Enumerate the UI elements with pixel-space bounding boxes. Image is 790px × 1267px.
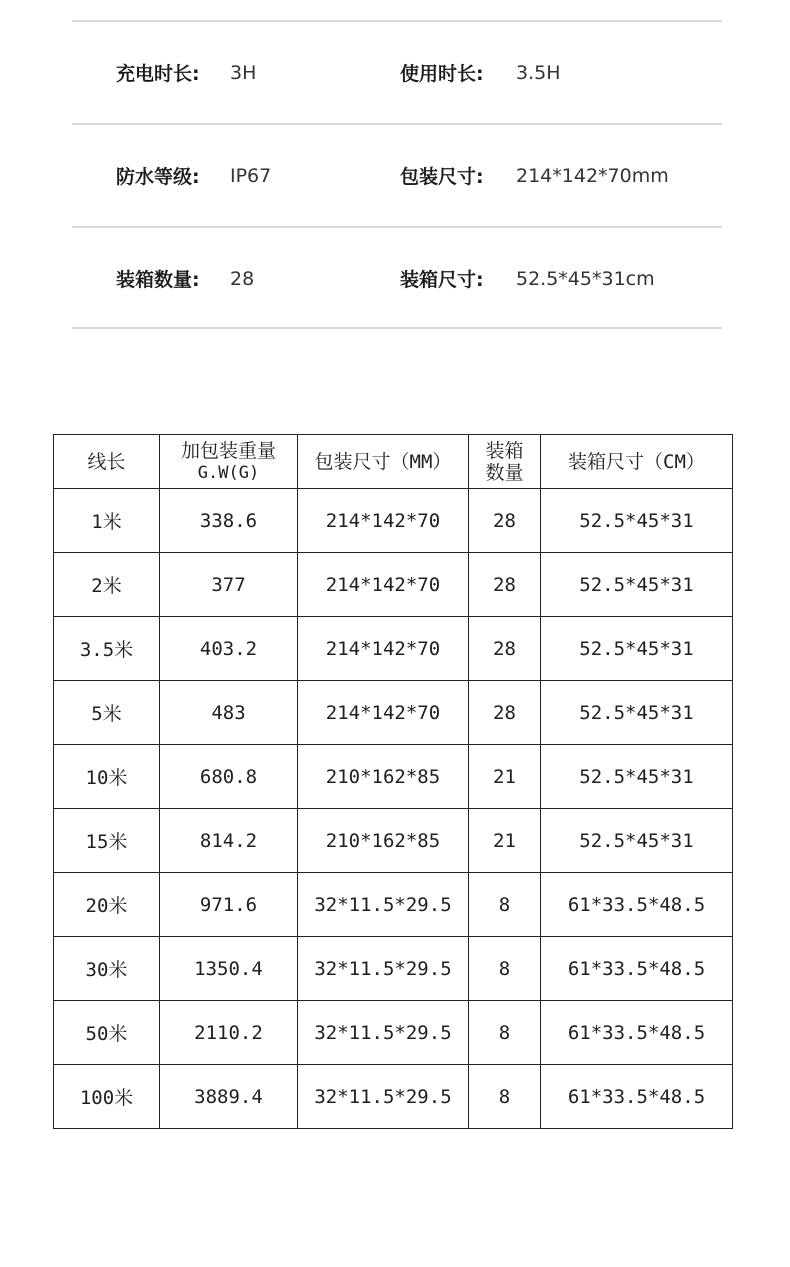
spec-value: 28 — [230, 267, 255, 290]
cell-package-size: 214*142*70 — [298, 553, 469, 617]
packaging-table-container — [53, 434, 733, 1129]
spec-row — [72, 226, 722, 329]
cell-box-size: 52.5*45*31 — [541, 489, 733, 553]
cell-length: 5米 — [54, 681, 160, 745]
cell-weight: 971.6 — [160, 873, 298, 937]
cell-box-size: 52.5*45*31 — [541, 745, 733, 809]
cell-package-size: 32*11.5*29.5 — [298, 1065, 469, 1129]
spec-value: 3H — [230, 61, 257, 84]
cell-box-qty: 28 — [469, 617, 541, 681]
cell-weight: 814.2 — [160, 809, 298, 873]
cell-weight: 680.8 — [160, 745, 298, 809]
cell-length: 15米 — [54, 809, 160, 873]
cell-weight: 338.6 — [160, 489, 298, 553]
header-box-qty-line2: 数量 — [485, 461, 524, 484]
spec-row — [72, 123, 722, 226]
cell-box-size: 61*33.5*48.5 — [541, 1001, 733, 1065]
cell-length: 50米 — [54, 1001, 160, 1065]
header-weight-line1: 加包装重量 — [180, 439, 276, 462]
spec-item-use-time — [400, 22, 561, 123]
header-length: 线长 — [54, 435, 160, 489]
cell-package-size: 214*142*70 — [298, 489, 469, 553]
spec-item-box-qty — [116, 228, 254, 329]
cell-box-size: 61*33.5*48.5 — [541, 873, 733, 937]
spec-value: 3.5H — [516, 61, 561, 84]
cell-weight: 377 — [160, 553, 298, 617]
table-header-row — [54, 435, 733, 489]
spec-label: 充电时长: — [116, 63, 200, 85]
cell-package-size: 210*162*85 — [298, 745, 469, 809]
cell-length: 2米 — [54, 553, 160, 617]
spec-item-waterproof — [116, 125, 271, 226]
cell-weight: 3889.4 — [160, 1065, 298, 1129]
header-box-qty — [469, 435, 541, 489]
cell-weight: 403.2 — [160, 617, 298, 681]
cell-length: 1米 — [54, 489, 160, 553]
table-row — [54, 489, 733, 553]
header-box-qty-line1: 装箱 — [485, 439, 524, 462]
cell-box-qty: 8 — [469, 873, 541, 937]
cell-package-size: 214*142*70 — [298, 681, 469, 745]
cell-box-size: 61*33.5*48.5 — [541, 1065, 733, 1129]
cell-box-qty: 21 — [469, 745, 541, 809]
header-package-size: 包装尺寸（MM） — [298, 435, 469, 489]
table-row — [54, 809, 733, 873]
cell-box-size: 52.5*45*31 — [541, 809, 733, 873]
cell-box-qty: 8 — [469, 1001, 541, 1065]
table-row — [54, 937, 733, 1001]
cell-box-size: 61*33.5*48.5 — [541, 937, 733, 1001]
header-weight-line2: G.W(G) — [197, 462, 260, 483]
table-row — [54, 681, 733, 745]
cell-length: 3.5米 — [54, 617, 160, 681]
header-box-size: 装箱尺寸（CM） — [541, 435, 733, 489]
cell-length: 10米 — [54, 745, 160, 809]
cell-package-size: 32*11.5*29.5 — [298, 873, 469, 937]
spec-label: 包装尺寸: — [400, 166, 484, 188]
cell-box-qty: 28 — [469, 553, 541, 617]
spec-label: 装箱数量: — [116, 269, 200, 291]
cell-box-size: 52.5*45*31 — [541, 553, 733, 617]
cell-box-size: 52.5*45*31 — [541, 617, 733, 681]
spec-value: IP67 — [230, 164, 272, 187]
spec-label: 使用时长: — [400, 63, 484, 85]
cell-box-qty: 28 — [469, 681, 541, 745]
cell-length: 100米 — [54, 1065, 160, 1129]
cell-length: 20米 — [54, 873, 160, 937]
cell-package-size: 32*11.5*29.5 — [298, 1001, 469, 1065]
cell-box-qty: 8 — [469, 1065, 541, 1129]
spec-item-package-size — [400, 125, 669, 226]
header-weight — [160, 435, 298, 489]
spec-row — [72, 20, 722, 123]
table-row — [54, 1001, 733, 1065]
cell-weight: 2110.2 — [160, 1001, 298, 1065]
table-row — [54, 617, 733, 681]
cell-box-qty: 21 — [469, 809, 541, 873]
cell-box-qty: 28 — [469, 489, 541, 553]
spec-label: 防水等级: — [116, 166, 200, 188]
cell-package-size: 210*162*85 — [298, 809, 469, 873]
cell-package-size: 214*142*70 — [298, 617, 469, 681]
table-row — [54, 553, 733, 617]
spec-list — [72, 20, 722, 329]
spec-value: 52.5*45*31cm — [516, 267, 655, 290]
cell-weight: 483 — [160, 681, 298, 745]
table-row — [54, 873, 733, 937]
spec-label: 装箱尺寸: — [400, 269, 484, 291]
packaging-table — [53, 434, 733, 1129]
cell-package-size: 32*11.5*29.5 — [298, 937, 469, 1001]
table-row — [54, 1065, 733, 1129]
cell-box-size: 52.5*45*31 — [541, 681, 733, 745]
cell-weight: 1350.4 — [160, 937, 298, 1001]
spec-item-box-size — [400, 228, 655, 329]
cell-box-qty: 8 — [469, 937, 541, 1001]
spec-value: 214*142*70mm — [516, 164, 669, 187]
cell-length: 30米 — [54, 937, 160, 1001]
table-row — [54, 745, 733, 809]
spec-item-charge-time — [116, 22, 256, 123]
